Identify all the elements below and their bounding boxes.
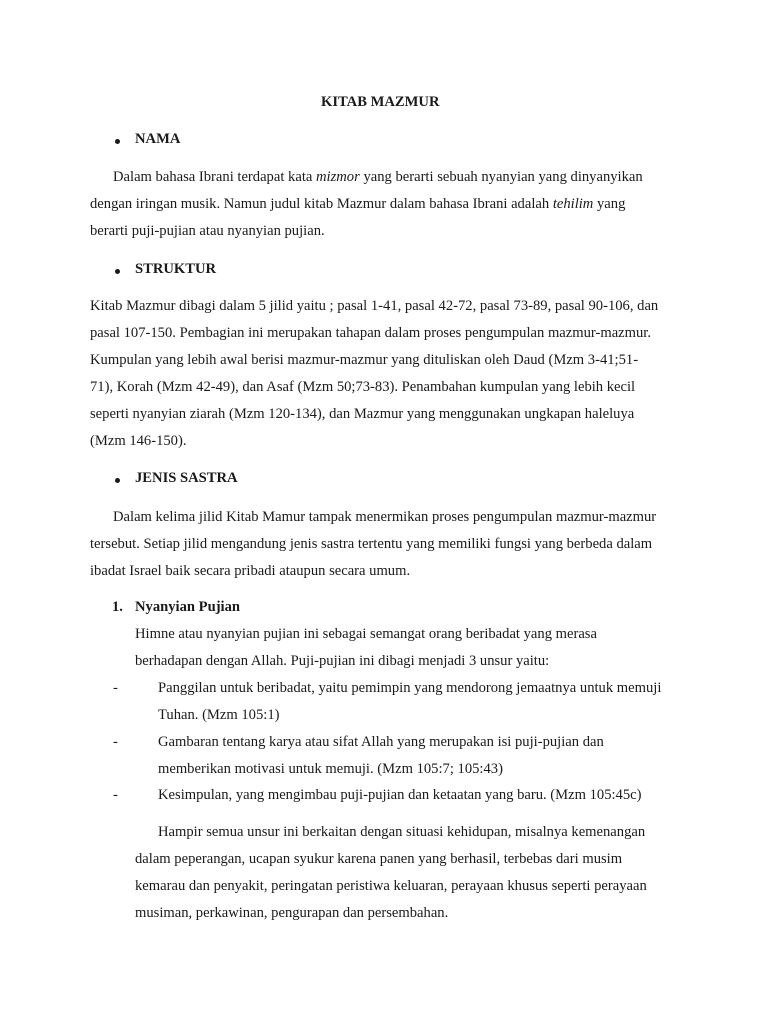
bullet-icon (115, 269, 120, 274)
paragraph-line: tersebut. Setiap jilid mengandung jenis sastra tertentu yang memiliki fungsi yang berbeda dalam (90, 536, 653, 552)
paragraph-line: dengan iringan musik. Namun judul kitab Mazmur dalam bahasa Ibrani adalah tehilim yang (90, 196, 626, 212)
list-number: 1. (112, 599, 123, 615)
paragraph-line: kemarau dan penyakit, peringatan peristiwa keluaran, perayaan khusus seperti perayaan (135, 878, 647, 894)
paragraph-line: berarti puji-pujian atau nyanyian pujian. (90, 223, 325, 239)
paragraph-line: Himne atau nyanyian pujian ini sebagai semangat orang beribadat yang merasa (135, 626, 597, 642)
section-heading-jenis-sastra: JENIS SASTRA (135, 470, 238, 486)
list-item-line: Panggilan untuk beribadat, yaitu pemimpin yang mendorong jemaatnya untuk memuji (158, 680, 662, 696)
paragraph-line: musiman, perkawinan, pengurapan dan persembahan. (135, 905, 449, 921)
paragraph-line: 71), Korah (Mzm 42-49), dan Asaf (Mzm 50;73-83). Penambahan kumpulan yang lebih kecil (90, 379, 636, 395)
italic-term: tehilim (552, 196, 594, 212)
dash-marker: - (113, 787, 118, 803)
list-item-line: memberikan motivasi untuk memuji. (Mzm 105:7; 105:43) (158, 761, 503, 777)
document-title: KITAB MAZMUR (321, 94, 440, 110)
dash-marker: - (113, 680, 118, 696)
paragraph-line: Dalam bahasa Ibrani terdapat kata mizmor yang berarti sebuah nyanyian yang dinyanyikan (113, 169, 643, 185)
paragraph-line: Kumpulan yang lebih awal berisi mazmur-mazmur yang dituliskan oleh Daud (Mzm 3-41;51- (90, 352, 639, 368)
bullet-icon (115, 478, 120, 483)
dash-marker: - (113, 734, 118, 750)
section-heading-struktur: STRUKTUR (135, 261, 217, 277)
list-item-line: Kesimpulan, yang mengimbau puji-pujian dan ketaatan yang baru. (Mzm 105:45c) (158, 787, 642, 803)
section-heading-nama: NAMA (135, 131, 181, 147)
bullet-icon (115, 139, 120, 144)
list-item-line: Gambaran tentang karya atau sifat Allah yang merupakan isi puji-pujian dan (158, 734, 604, 750)
list-item-line: Tuhan. (Mzm 105:1) (158, 707, 280, 723)
paragraph-line: berhadapan dengan Allah. Puji-pujian ini dibagi menjadi 3 unsur yaitu: (135, 653, 550, 669)
paragraph-line: ibadat Israel baik secara pribadi ataupun secara umum. (90, 563, 411, 579)
paragraph-line: dalam peperangan, ucapan syukur karena panen yang berhasil, terbebas dari musim (135, 851, 623, 867)
paragraph-line: (Mzm 146-150). (90, 433, 187, 449)
paragraph-line: pasal 107-150. Pembagian ini merupakan tahapan dalam proses pengumpulan mazmur-mazmur. (90, 325, 651, 341)
paragraph-line: Dalam kelima jilid Kitab Mamur tampak menermikan proses pengumpulan mazmur-mazmur (113, 509, 657, 525)
subheading-nyanyian-pujian: Nyanyian Pujian (135, 599, 241, 615)
paragraph-line: seperti nyanyian ziarah (Mzm 120-134), dan Mazmur yang menggunakan ungkapan haleluya (90, 406, 635, 422)
paragraph-line: Hampir semua unsur ini berkaitan dengan situasi kehidupan, misalnya kemenangan (158, 824, 646, 840)
paragraph-line: Kitab Mazmur dibagi dalam 5 jilid yaitu ; pasal 1-41, pasal 42-72, pasal 73-89, pasal 90-106, dan (90, 298, 659, 314)
italic-term: mizmor (316, 169, 360, 185)
